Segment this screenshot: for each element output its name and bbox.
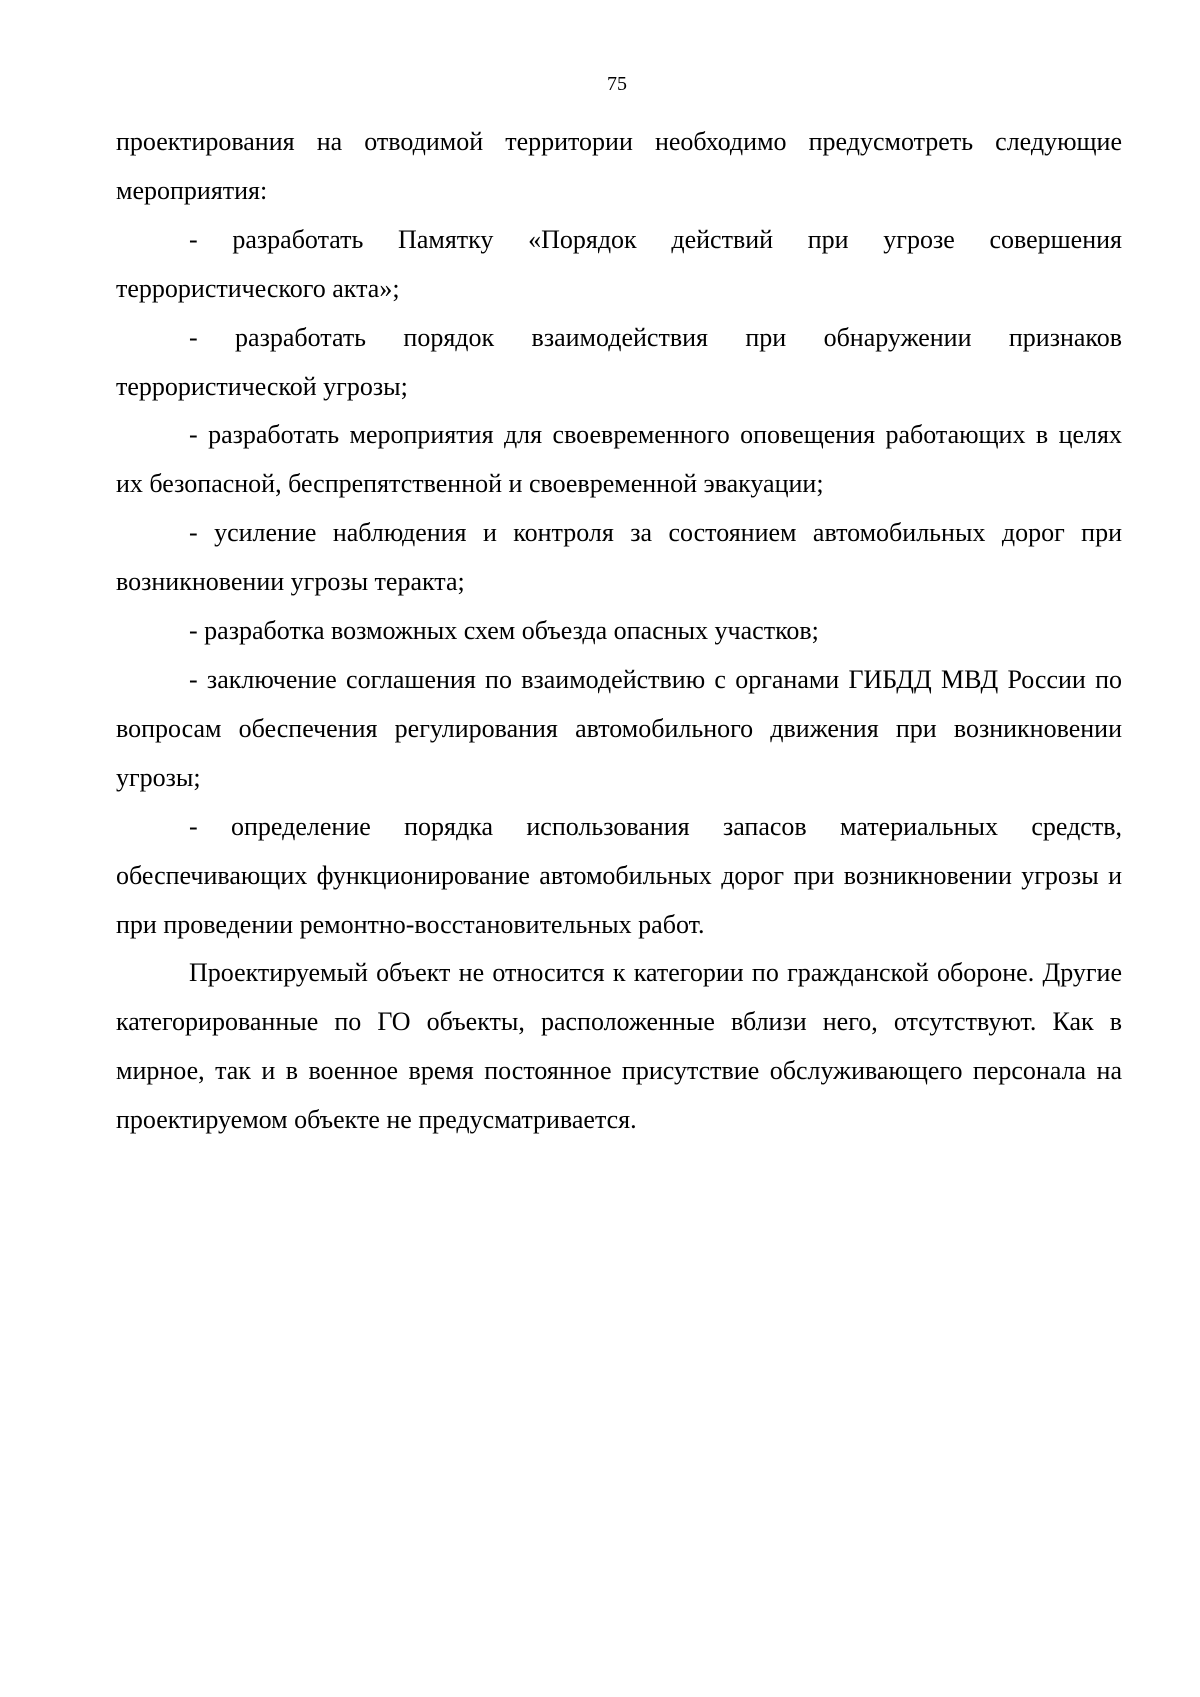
list-item-gibdd-agreement: - заключение соглашения по взаимодействию с органами ГИБДД МВД России по вопросам обеспечения регулирования автомобильного движения при возникновении угрозы;	[116, 664, 1122, 792]
list-item-notification: - разработать мероприятия для своевременного оповещения работающих в целях их безопасной, беспрепятственной и своевременной эвакуации;	[116, 420, 1122, 499]
document-body	[116, 118, 1122, 1145]
paragraph-continuation: проектирования на отводимой территории необходимо предусмотреть следующие мероприятия:	[116, 127, 1122, 205]
list-item-detour-schemes: - разработка возможных схем объезда опасных участков;	[189, 616, 819, 646]
page-number: 75	[607, 73, 627, 95]
list-item-interaction-procedure: - разработать порядок взаимодействия при обнаружении признаков террористической угрозы;	[116, 322, 1122, 401]
paragraph-civil-defense: Проектируемый объект не относится к категории по гражданской обороне. Другие категорированные по ГО объекты, расположенные вблизи него, отсутствуют. Как в мирное, так и в военное время постоянное присутствие обслуживающего персонала на проектируемом объекте не предусматривается.	[116, 958, 1122, 1135]
list-item-memo: - разработать Памятку «Порядок действий при угрозе совершения террористического акта»;	[116, 224, 1122, 303]
list-item-road-monitoring: - усиление наблюдения и контроля за состоянием автомобильных дорог при возникновении угрозы теракта;	[116, 518, 1122, 597]
list-item-material-reserves: - определение порядка использования запасов материальных средств, обеспечивающих функционирование автомобильных дорог при возникновении угрозы и при проведении ремонтно-восстановительных работ.	[116, 811, 1122, 939]
